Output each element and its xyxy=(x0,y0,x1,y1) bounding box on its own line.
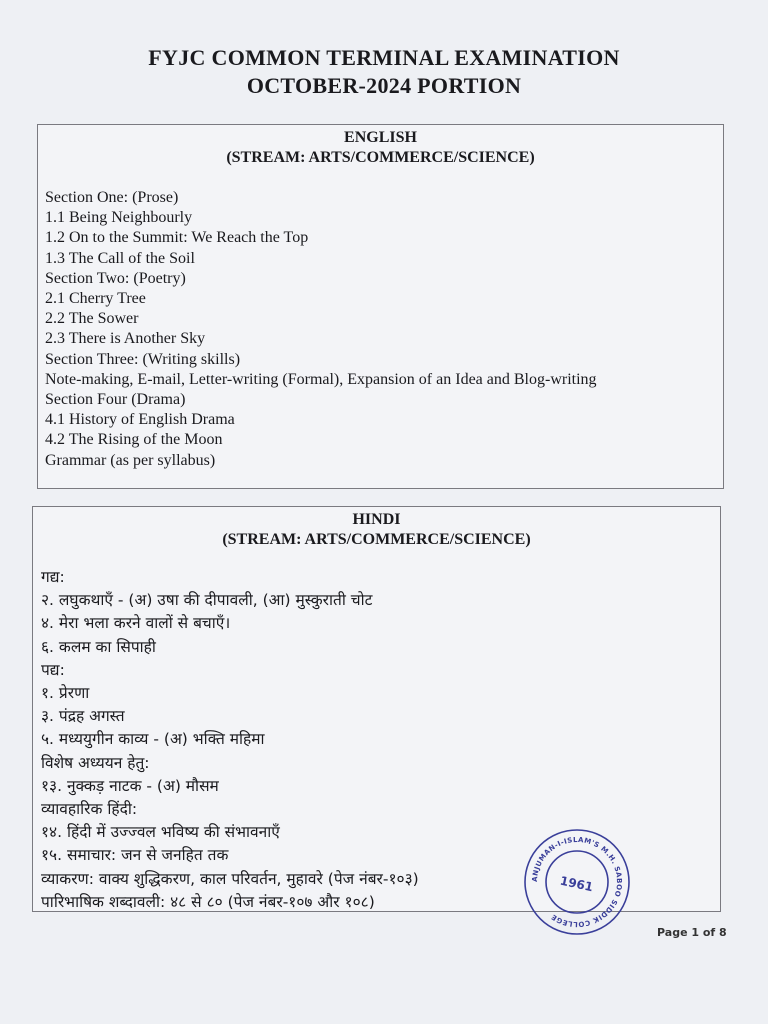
syllabus-line: १. प्रेरणा xyxy=(41,684,90,703)
syllabus-line: Section One: (Prose) xyxy=(45,189,179,206)
college-stamp xyxy=(521,826,633,938)
syllabus-line: Section Two: (Poetry) xyxy=(45,269,186,287)
english-header xyxy=(38,128,723,168)
syllabus-line: 2.3 There is Another Sky xyxy=(45,330,206,348)
syllabus-line: ४. मेरा भला करने वालों से बचाएँ। xyxy=(41,614,231,633)
syllabus-line: 1.2 On to the Summit: We Reach the Top xyxy=(45,229,309,247)
stamp-year: 1961 xyxy=(558,873,595,895)
stamp-ring-text: ANJUMAN-I-ISLAM'S M.H. SABOO SIDDIK COLLEGE xyxy=(530,835,624,929)
title-line-2: OCTOBER-2024 PORTION xyxy=(246,73,522,98)
english-syllabus-list xyxy=(38,188,723,471)
syllabus-line: १३. नुक्कड़ नाटक - (अ) मौसम xyxy=(41,776,219,795)
syllabus-line: 1.3 The Call of the Soil xyxy=(45,249,195,267)
english-section xyxy=(37,124,724,489)
syllabus-line: १५. समाचार: जन से जनहित तक xyxy=(41,846,229,865)
syllabus-line: Section Three: (Writing skills) xyxy=(45,350,241,368)
syllabus-line: 2.1 Cherry Tree xyxy=(45,290,146,308)
document-title xyxy=(0,44,768,100)
english-stream: (STREAM: ARTS/COMMERCE/SCIENCE) xyxy=(226,149,535,166)
syllabus-line: 2.2 The Sower xyxy=(45,310,139,328)
hindi-stream: (STREAM: ARTS/COMMERCE/SCIENCE) xyxy=(222,531,531,548)
syllabus-line: विशेष अध्ययन हेतु: xyxy=(41,753,150,772)
hindi-header xyxy=(33,510,720,550)
syllabus-line: व्यावहारिक हिंदी: xyxy=(41,800,138,819)
title-line-1: FYJC COMMON TERMINAL EXAMINATION xyxy=(148,45,620,70)
page-number: Page 1 of 8 xyxy=(657,926,727,939)
syllabus-line: 4.2 The Rising of the Moon xyxy=(45,431,223,449)
syllabus-line: २. लघुकथाएँ - (अ) उषा की दीपावली, (आ) मुस्कुराती चोट xyxy=(41,591,373,610)
hindi-heading: HINDI xyxy=(352,511,401,528)
syllabus-line: पद्य: xyxy=(41,660,65,679)
syllabus-line: पारिभाषिक शब्दावली: ४८ से ८० (पेज नंबर-१०७ और १०८) xyxy=(41,892,375,911)
syllabus-line: ५. मध्ययुगीन काव्य - (अ) भक्ति महिमा xyxy=(41,730,265,749)
syllabus-line: 1.1 Being Neighbourly xyxy=(45,209,193,227)
syllabus-line: Note-making, E-mail, Letter-writing (Formal), Expansion of an Idea and Blog-writing xyxy=(45,370,597,388)
syllabus-line: Grammar (as per syllabus) xyxy=(45,451,216,469)
syllabus-line: १४. हिंदी में उज्ज्वल भविष्य की संभावनाएँ xyxy=(41,823,280,842)
syllabus-line: ३. पंद्रह अगस्त xyxy=(41,707,125,726)
syllabus-line: व्याकरण: वाक्य शुद्धिकरण, काल परिवर्तन, मुहावरे (पेज नंबर-१०३) xyxy=(41,869,419,888)
syllabus-line: Section Four (Drama) xyxy=(45,391,186,409)
syllabus-line: 4.1 History of English Drama xyxy=(45,411,235,429)
syllabus-line: ६. कलम का सिपाही xyxy=(41,637,156,656)
english-heading: ENGLISH xyxy=(344,129,417,146)
syllabus-line: गद्य: xyxy=(41,568,65,586)
